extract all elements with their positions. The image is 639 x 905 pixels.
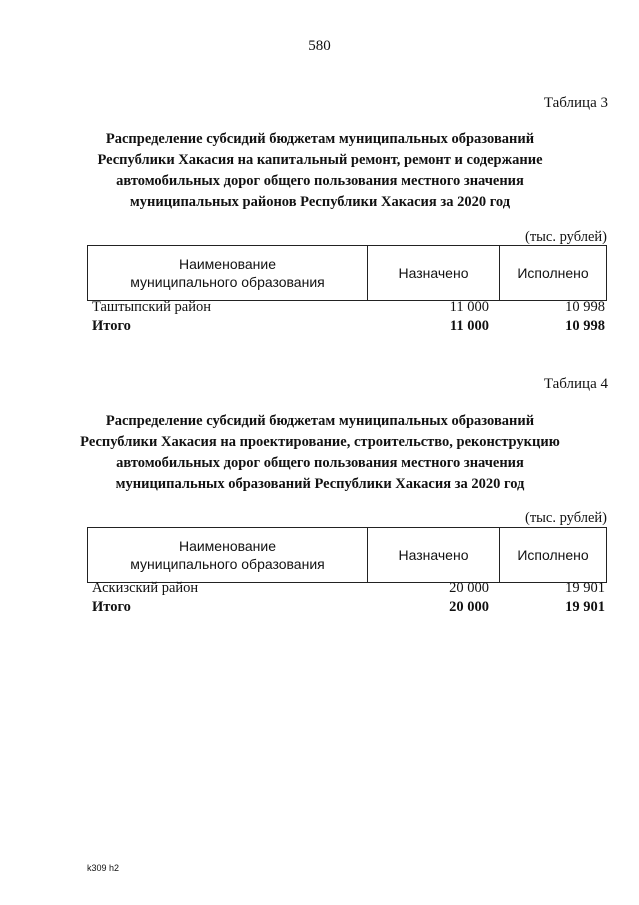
row-executed: 19 901 bbox=[565, 580, 605, 596]
table-4-label: Таблица 4 bbox=[543, 376, 608, 392]
title-line: автомобильных дорог общего пользования местного значения bbox=[116, 173, 524, 189]
header-name-cell bbox=[88, 528, 368, 583]
title-line: Республики Хакасия на проектирование, строительство, реконструкцию bbox=[80, 434, 560, 450]
table-4-title bbox=[60, 411, 580, 495]
total-executed: 10 998 bbox=[565, 318, 605, 334]
header-name-line2: муниципального образования bbox=[130, 556, 325, 572]
header-name-cell bbox=[88, 246, 368, 301]
title-line: муниципальных образований Республики Хакасия за 2020 год bbox=[115, 476, 525, 492]
table-3-units: (тыс. рублей) bbox=[525, 229, 607, 245]
header-executed-cell: Исполнено bbox=[500, 528, 607, 583]
table-3-label: Таблица 3 bbox=[543, 95, 608, 111]
header-name-line1: Наименование bbox=[178, 538, 277, 554]
total-name: Итого bbox=[92, 318, 131, 334]
table-row bbox=[87, 299, 607, 319]
row-assigned: 11 000 bbox=[449, 299, 489, 315]
table-row bbox=[87, 580, 607, 600]
row-name: Аскизский район bbox=[92, 580, 199, 596]
header-executed-cell: Исполнено bbox=[500, 246, 607, 301]
title-line: автомобильных дорог общего пользования местного значения bbox=[116, 455, 524, 471]
title-line: Республики Хакасия на капитальный ремонт, ремонт и содержание bbox=[97, 152, 543, 168]
header-assigned-cell: Назначено bbox=[368, 246, 500, 301]
title-line: муниципальных районов Республики Хакасия за 2020 год bbox=[129, 194, 511, 210]
page-number: 580 bbox=[308, 38, 331, 54]
table-total-row bbox=[87, 599, 607, 619]
row-name: Таштыпский район bbox=[92, 299, 212, 315]
header-name-line1: Наименование bbox=[178, 256, 277, 272]
header-assigned-cell: Назначено bbox=[368, 528, 500, 583]
total-name: Итого bbox=[92, 599, 131, 615]
table-3-header bbox=[87, 245, 607, 301]
total-assigned: 20 000 bbox=[449, 599, 489, 615]
title-line: Распределение субсидий бюджетам муниципальных образований bbox=[105, 131, 535, 147]
total-executed: 19 901 bbox=[565, 599, 605, 615]
table-4-header bbox=[87, 527, 607, 583]
header-name-line2: муниципального образования bbox=[130, 274, 325, 290]
title-line: Распределение субсидий бюджетам муниципальных образований bbox=[105, 413, 535, 429]
table-total-row bbox=[87, 318, 607, 338]
row-assigned: 20 000 bbox=[449, 580, 489, 596]
footer-code: k309 h2 bbox=[87, 863, 120, 873]
table-3-title bbox=[60, 129, 580, 213]
total-assigned: 11 000 bbox=[449, 318, 489, 334]
table-4-units: (тыс. рублей) bbox=[525, 510, 607, 526]
row-executed: 10 998 bbox=[565, 299, 605, 315]
